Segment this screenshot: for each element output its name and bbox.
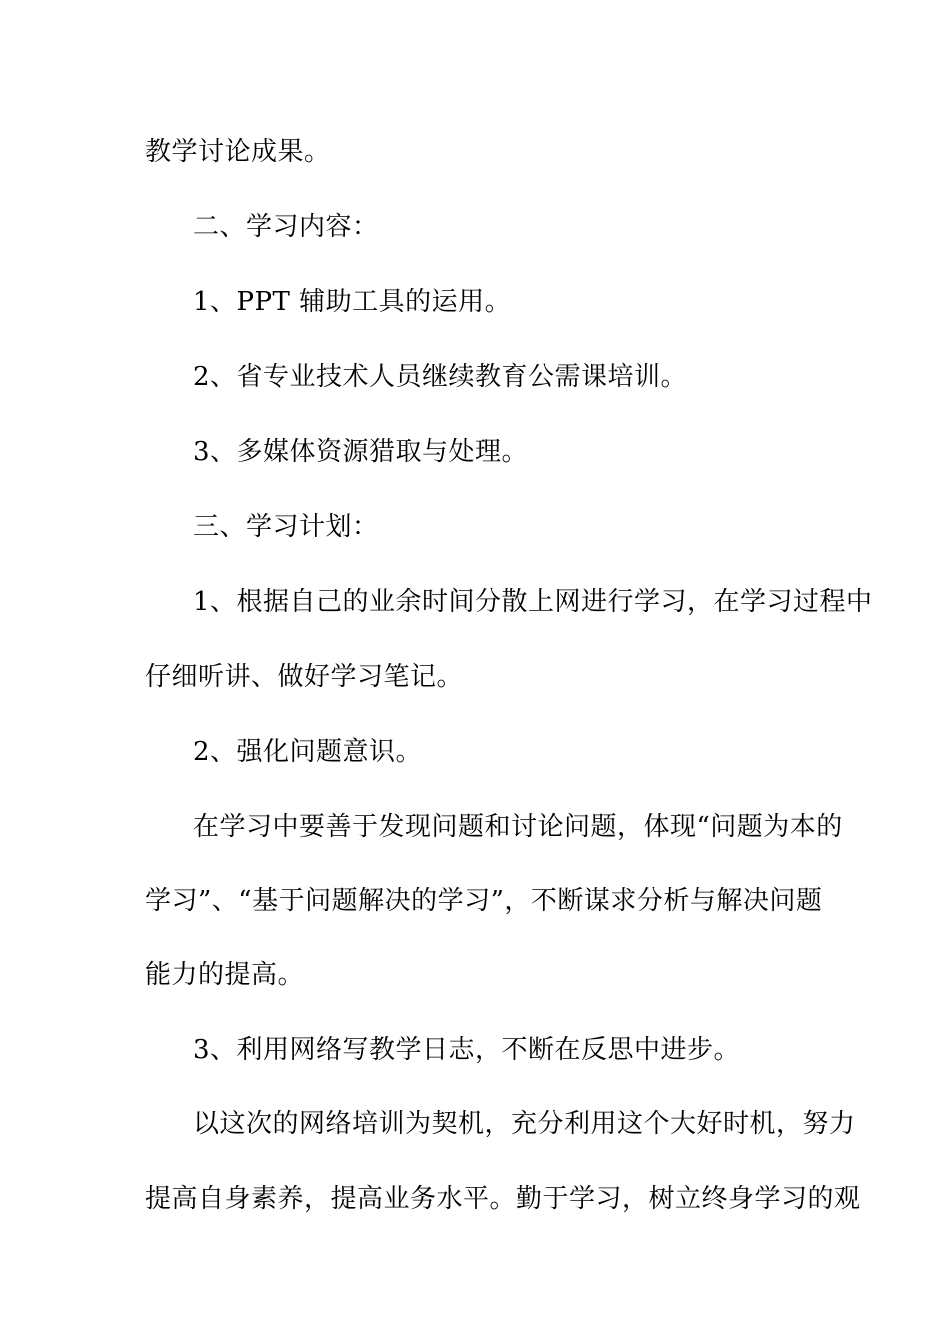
paragraph-conclusion-line-1: 以这次的网络培训为契机，充分利用这个大好时机，努力 (193, 1109, 856, 1139)
plan-item-1-line-2: 仔细听讲、做好学习笔记。 (145, 662, 464, 692)
section-heading-learning-content: 二、学习内容： (193, 212, 379, 242)
paragraph-problem-awareness-line-3: 能力的提高。 (145, 960, 305, 990)
paragraph-problem-awareness-line-2: 学习”、“基于问题解决的学习”，不断谋求分析与解决问题 (145, 886, 823, 916)
section-heading-learning-plan: 三、学习计划： (193, 512, 379, 542)
paragraph-problem-awareness-line-1: 在学习中要善于发现问题和讨论问题，体现“问题为本的 (193, 812, 843, 842)
plan-item-1-line-1: 1、根据自己的业余时间分散上网进行学习，在学习过程中 (193, 587, 873, 617)
list-item-ppt-tools: 1、PPT 辅助工具的运用。 (193, 287, 512, 317)
list-item-multimedia-resources: 3、多媒体资源猎取与处理。 (193, 437, 529, 467)
plan-item-3: 3、利用网络写教学日志，不断在反思中进步。 (193, 1035, 741, 1065)
list-item-public-course-training: 2、省专业技术人员继续教育公需课培训。 (193, 362, 688, 392)
plan-item-2: 2、强化问题意识。 (193, 737, 423, 767)
paragraph-conclusion-line-2: 提高自身素养，提高业务水平。勤于学习，树立终身学习的观 (145, 1184, 861, 1214)
paragraph-line-1: 教学讨论成果。 (145, 137, 331, 167)
